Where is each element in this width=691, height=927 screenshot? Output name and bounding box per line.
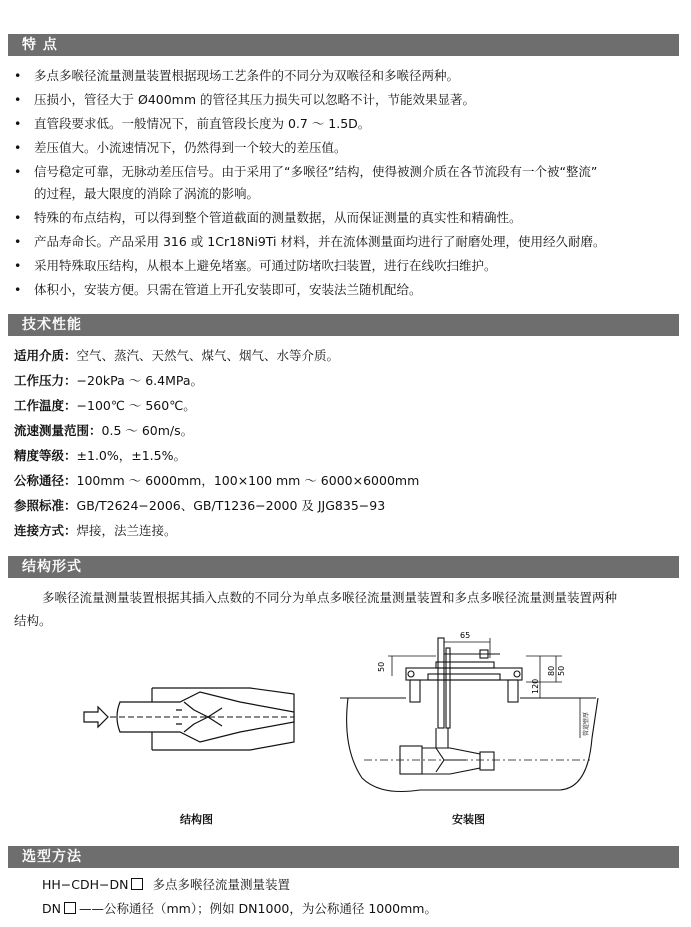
spec-row (14, 473, 419, 489)
feature-item (14, 92, 475, 108)
spec-label: 适用介质： (14, 348, 77, 363)
spec-value: 0.5 ～ 60m/s。 (101, 423, 194, 438)
dn-code: DN (42, 901, 61, 916)
feature-item (14, 116, 370, 132)
dim-50-left: 50 (377, 661, 386, 672)
selection-line-1 (42, 877, 290, 893)
feature-item (14, 234, 605, 250)
bullet: • (14, 234, 22, 249)
spec-label: 工作温度： (14, 398, 77, 413)
feature-text-continued: 的过程，最大限度的消除了涡流的影响。 (34, 186, 260, 201)
spec-value: −100℃ ～ 560℃。 (76, 398, 196, 413)
spec-label: 公称通径： (14, 473, 77, 488)
feature-item (14, 282, 422, 298)
structure-paragraph-continued: 结构。 (14, 613, 52, 628)
bullet: • (14, 258, 22, 273)
dn-description: ——公称通径（mm）；例如 DN1000，为公称通径 1000mm。 (78, 901, 437, 916)
spec-label: 连接方式： (14, 523, 77, 538)
feature-item (14, 68, 459, 84)
dim-80: 80 (547, 665, 556, 676)
spec-label: 参照标准： (14, 498, 77, 513)
spec-value: −20kPa ～ 6.4MPa。 (76, 373, 204, 388)
feature-item (14, 140, 347, 156)
feature-text: 采用特殊取压结构，从根本上避免堵塞。可通过防堵吹扫装置，进行在线吹扫维护。 (34, 258, 497, 273)
bullet: • (14, 116, 22, 131)
feature-item (14, 258, 497, 274)
spec-value: GB/T2624−2006、GB/T1236−2000 及 JJG835−93 (76, 498, 386, 513)
spec-value: 100mm ～ 6000mm，100×100 mm ～ 6000×6000mm (76, 473, 420, 488)
feature-text: 差压值大。小流速情况下，仍然得到一个较大的差压值。 (34, 140, 347, 155)
spec-row (14, 523, 177, 539)
model-description: 多点多喉径流量测量装置 (152, 877, 290, 892)
spec-value: 空气、蒸汽、天然气、煤气、烟气、水等介质。 (76, 348, 340, 363)
feature-text: 直管段要求低。一般情况下，前直管段长度为 0.7 ～ 1.5D。 (34, 116, 371, 131)
spec-label: 流速测量范围： (14, 423, 102, 438)
section-header-selection: 选型方法 (8, 846, 679, 868)
spec-value: 焊接，法兰连接。 (76, 523, 177, 538)
model-code: HH−CDH−DN (42, 877, 129, 892)
dim-65: 65 (460, 631, 471, 640)
feature-item (14, 164, 597, 180)
bullet: • (14, 68, 22, 83)
bullet: • (14, 140, 22, 155)
feature-text: 产品寿命长。产品采用 316 或 1Cr18Ni9Ti 材料，并在流体测量面均进行了耐磨处理，使用经久耐磨。 (34, 234, 606, 249)
bullet: • (14, 92, 22, 107)
feature-text: 多点多喉径流量测量装置根据现场工艺条件的不同分为双喉径和多喉径两种。 (34, 68, 460, 83)
spec-row (14, 398, 196, 414)
feature-item (14, 210, 522, 226)
bullet: • (14, 282, 22, 297)
feature-text: 压损小，管径大于 Ø400mm 的管径其压力损失可以忽略不计，节能效果显著。 (34, 92, 475, 107)
spec-row (14, 348, 339, 364)
dim-120: 120 (531, 678, 540, 694)
structure-diagram (80, 680, 305, 770)
placeholder-box (131, 878, 143, 890)
spec-label: 工作压力： (14, 373, 77, 388)
spec-value: ±1.0%，±1.5%。 (76, 448, 186, 463)
dim-wall-label: 管道壁厚 (583, 711, 590, 736)
spec-row (14, 423, 193, 439)
dim-50-right: 50 (557, 665, 566, 676)
spec-label: 精度等级： (14, 448, 77, 463)
section-header-structure: 结构形式 (8, 556, 679, 578)
spec-row (14, 448, 186, 464)
feature-text: 体积小，安装方便。只需在管道上开孔安装即可，安装法兰随机配给。 (34, 282, 422, 297)
feature-text: 信号稳定可靠，无脉动差压信号。由于采用了“多喉径”结构，使得被测介质在各节流段有一个被“整流” (34, 164, 598, 179)
section-header-features: 特 点 (8, 34, 679, 56)
caption-installation: 安装图 (452, 813, 485, 826)
placeholder-box (64, 902, 76, 914)
caption-structure: 结构图 (180, 813, 213, 826)
selection-line-2 (42, 901, 437, 917)
feature-text: 特殊的布点结构，可以得到整个管道截面的测量数据，从而保证测量的真实性和精确性。 (34, 210, 522, 225)
spec-row (14, 498, 385, 514)
bullet: • (14, 210, 22, 225)
section-header-specs: 技术性能 (8, 314, 679, 336)
spec-row (14, 373, 203, 389)
bullet: • (14, 164, 22, 179)
installation-diagram (340, 628, 620, 796)
structure-paragraph: 多喉径流量测量装置根据其插入点数的不同分为单点多喉径流量测量装置和多点多喉径流量测量装置两种 (42, 590, 618, 605)
